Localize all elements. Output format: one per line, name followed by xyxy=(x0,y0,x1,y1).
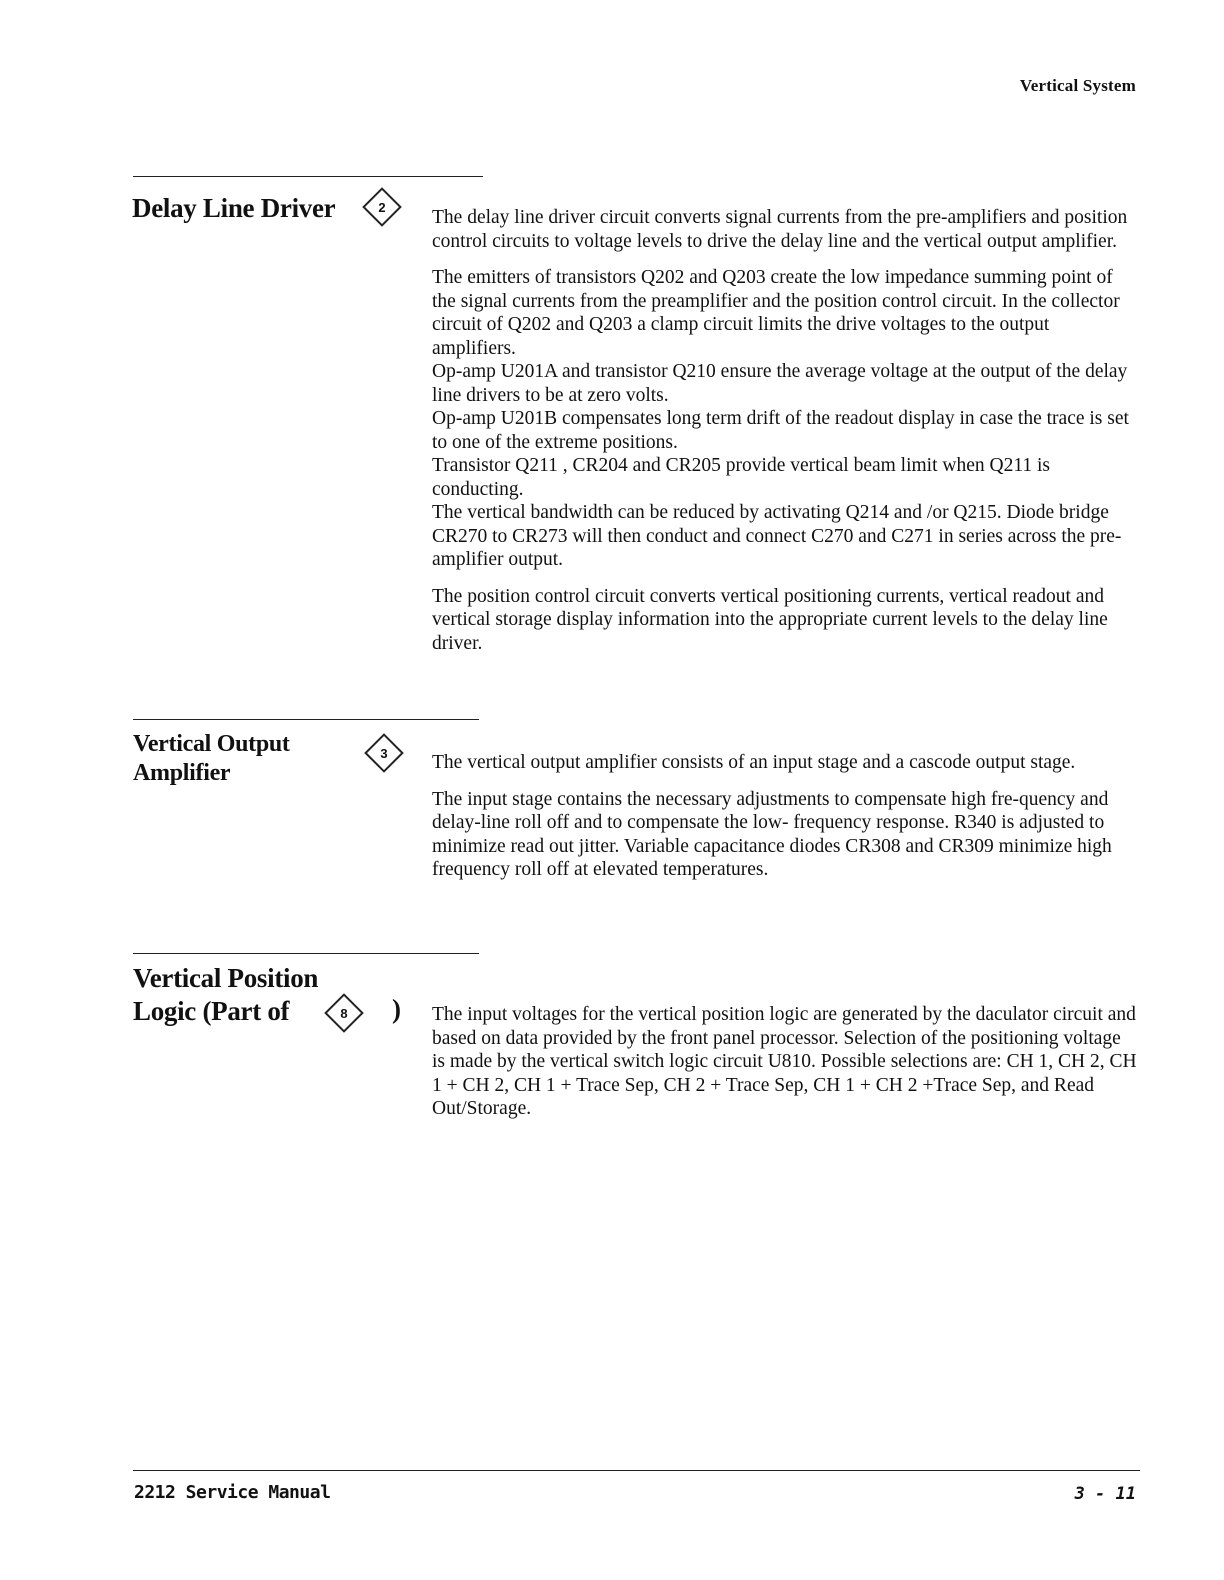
heading-line: Amplifier xyxy=(133,760,231,786)
section-rule xyxy=(133,176,483,177)
section-body xyxy=(432,206,1137,668)
heading-line: Logic (Part of xyxy=(133,996,290,1026)
paragraph: The input voltages for the vertical position logic are generated by the daculator circuit and based on data provided by the front panel processor. Selection of the positioning voltage is made by the vertical switch logic circuit U810. Possible selections are: CH 1, CH 2, CH 1 + CH 2, CH 1 + Trace Sep, CH 2 + Trace Sep, CH 1 + CH 2 +Trace Sep, and Read Out/Storage. xyxy=(432,1004,1137,1119)
paragraph: The input stage contains the necessary adjustments to compensate high fre-quency and delay-line roll off and to compensate the low- frequency response. R340 is adjusted to minimize read out jitter. Variable capacitance diodes CR308 and CR309 minimize high frequency roll off at elevated temperatures. xyxy=(432,788,1112,880)
section-body xyxy=(432,751,1137,895)
section-heading-vertical-position-logic xyxy=(133,962,318,1028)
diagram-reference-icon xyxy=(362,187,402,227)
paragraph: Op-amp U201B compensates long term drift of the readout display in case the trace is set to one of the extreme positions. xyxy=(432,408,1129,453)
paragraph: The vertical bandwidth can be reduced by activating Q214 and /or Q215. Diode bridge CR270 to CR273 will then conduct and connect C270 and C271 in series across the pre-amplifier output. xyxy=(432,502,1122,570)
paragraph: Op-amp U201A and transistor Q210 ensure the average voltage at the output of the delay line drivers to be at zero volts. xyxy=(432,361,1128,406)
paragraph: The delay line driver circuit converts signal currents from the pre-amplifiers and position control circuits to voltage levels to drive the delay line and the vertical output amplifier. xyxy=(432,207,1128,252)
section-heading-delay-line-driver: Delay Line Driver xyxy=(132,193,336,223)
section-heading-vertical-output-amplifier xyxy=(133,730,290,788)
heading-close-paren: ) xyxy=(392,994,401,1024)
section-rule xyxy=(133,953,479,954)
diagram-number: 8 xyxy=(340,1005,348,1021)
diagram-number: 2 xyxy=(378,199,386,215)
section-body xyxy=(432,1003,1137,1134)
paragraph: The position control circuit converts vertical positioning currents, vertical readout and vertical storage display information into the appropriate current levels to the delay line driver. xyxy=(432,585,1108,654)
heading-line: Vertical Output xyxy=(133,731,290,757)
page-number: 3 - 11 xyxy=(1074,1484,1136,1504)
paragraph: The emitters of transistors Q202 and Q203 create the low impedance summing point of the signal currents from the preamplifier and the position control circuit. In the collector circuit of Q202 and Q203 a clamp circuit limits the drive voltages to the output amplifiers. xyxy=(432,267,1120,359)
diagram-reference-icon xyxy=(324,993,364,1033)
heading-line: Vertical Position xyxy=(133,963,319,993)
running-header: Vertical System xyxy=(1019,76,1136,95)
paragraph: The vertical output amplifier consists of an input stage and a cascode output stage. xyxy=(432,752,1076,773)
diagram-number: 3 xyxy=(380,745,388,761)
section-rule xyxy=(133,719,479,720)
footer-rule xyxy=(133,1470,1140,1471)
footer-manual-title: 2212 Service Manual xyxy=(134,1482,331,1503)
paragraph: Transistor Q211 , CR204 and CR205 provide vertical beam limit when Q211 is conducting. xyxy=(432,455,1050,500)
diagram-reference-icon xyxy=(364,733,404,773)
